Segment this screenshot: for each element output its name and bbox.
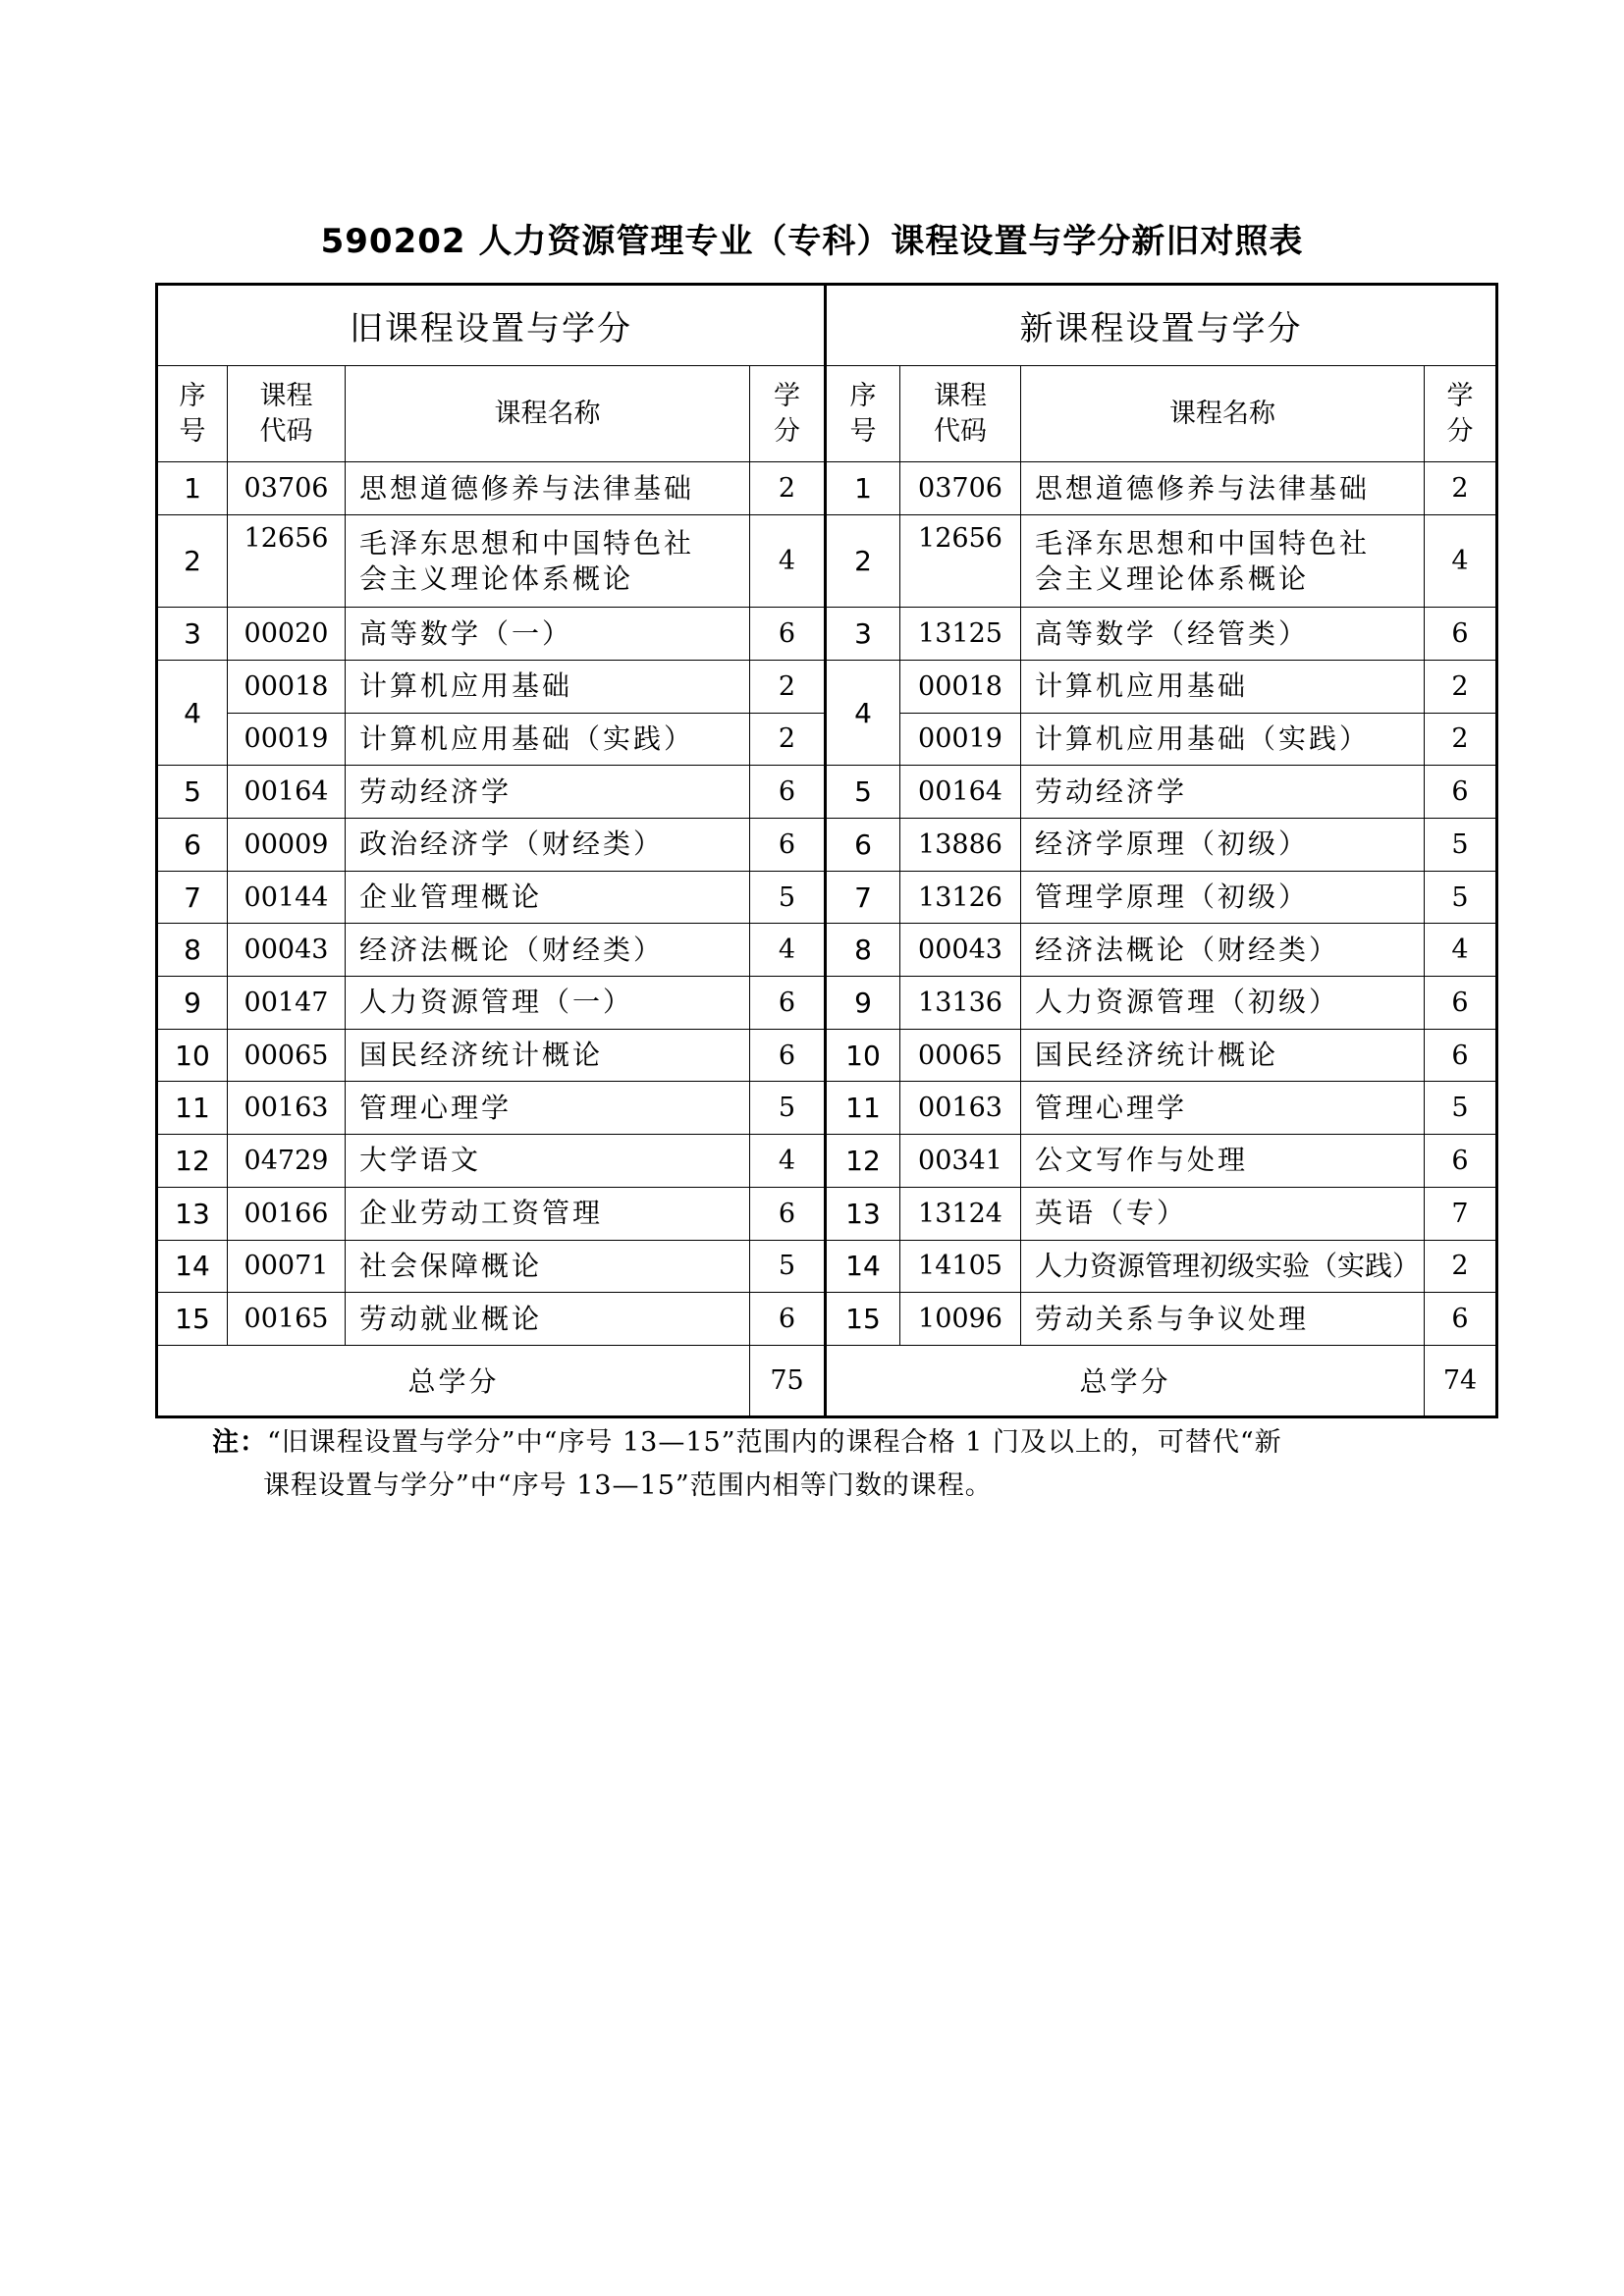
row-number: 7 bbox=[826, 871, 900, 924]
row-number: 6 bbox=[826, 819, 900, 872]
table-row bbox=[157, 1187, 1497, 1240]
row-number: 8 bbox=[826, 924, 900, 977]
new-course-code: 13886 bbox=[900, 819, 1021, 872]
old-course-name: 劳动就业概论 bbox=[346, 1293, 750, 1346]
new-course-name: 劳动关系与争议处理 bbox=[1021, 1293, 1425, 1346]
old-course-name: 人力资源管理（一） bbox=[346, 977, 750, 1030]
new-credit: 5 bbox=[1425, 819, 1497, 872]
old-course-code: 00043 bbox=[228, 924, 346, 977]
row-number: 14 bbox=[157, 1240, 228, 1293]
row-number: 13 bbox=[157, 1187, 228, 1240]
new-credit: 6 bbox=[1425, 608, 1497, 661]
row-number: 3 bbox=[826, 608, 900, 661]
new-course-code: 00065 bbox=[900, 1029, 1021, 1082]
row-number: 11 bbox=[826, 1082, 900, 1135]
new-course-code: 13126 bbox=[900, 871, 1021, 924]
table-row bbox=[157, 1293, 1497, 1346]
old-credit: 6 bbox=[750, 1293, 826, 1346]
old-course-name: 毛泽东思想和中国特色社 会主义理论体系概论 bbox=[346, 515, 750, 608]
new-course-code: 13125 bbox=[900, 608, 1021, 661]
old-course-code: 00019 bbox=[228, 713, 346, 766]
old-course-name: 高等数学（一） bbox=[346, 608, 750, 661]
old-course-code: 12656 bbox=[228, 515, 346, 608]
course-comparison-table bbox=[155, 283, 1498, 1418]
col-header-credit: 学 分 bbox=[1425, 366, 1497, 462]
old-course-code: 00018 bbox=[228, 660, 346, 713]
new-course-code: 00043 bbox=[900, 924, 1021, 977]
old-course-name: 劳动经济学 bbox=[346, 766, 750, 819]
new-course-name: 国民经济统计概论 bbox=[1021, 1029, 1425, 1082]
table-row bbox=[157, 924, 1497, 977]
old-credit: 5 bbox=[750, 871, 826, 924]
new-course-code: 12656 bbox=[900, 515, 1021, 608]
old-credit: 2 bbox=[750, 713, 826, 766]
col-header-credit: 学 分 bbox=[750, 366, 826, 462]
new-course-name: 劳动经济学 bbox=[1021, 766, 1425, 819]
old-course-name: 大学语文 bbox=[346, 1135, 750, 1188]
row-number: 12 bbox=[157, 1135, 228, 1188]
row-number: 9 bbox=[157, 977, 228, 1030]
new-course-code: 00019 bbox=[900, 713, 1021, 766]
row-number: 15 bbox=[157, 1293, 228, 1346]
old-course-name: 政治经济学（财经类） bbox=[346, 819, 750, 872]
note-line-1: “旧课程设置与学分”中“序号 13—15”范围内的课程合格 1 门及以上的，可替代“新 bbox=[267, 1427, 1282, 1458]
old-course-code: 00071 bbox=[228, 1240, 346, 1293]
new-credit: 5 bbox=[1425, 1082, 1497, 1135]
col-header-code: 课程 代码 bbox=[900, 366, 1021, 462]
old-credit: 6 bbox=[750, 1187, 826, 1240]
row-number: 6 bbox=[157, 819, 228, 872]
old-course-code: 00144 bbox=[228, 871, 346, 924]
old-credit: 5 bbox=[750, 1240, 826, 1293]
old-course-name: 企业管理概论 bbox=[346, 871, 750, 924]
old-credit: 6 bbox=[750, 766, 826, 819]
table-row bbox=[157, 608, 1497, 661]
new-credit: 7 bbox=[1425, 1187, 1497, 1240]
table-row bbox=[157, 1082, 1497, 1135]
row-number: 4 bbox=[826, 660, 900, 765]
new-credit: 2 bbox=[1425, 660, 1497, 713]
new-course-name: 人力资源管理（初级） bbox=[1021, 977, 1425, 1030]
old-course-name: 思想道德修养与法律基础 bbox=[346, 462, 750, 515]
col-header-name: 课程名称 bbox=[1021, 366, 1425, 462]
total-row bbox=[157, 1345, 1497, 1416]
new-course-name: 毛泽东思想和中国特色社 会主义理论体系概论 bbox=[1021, 515, 1425, 608]
row-number: 10 bbox=[157, 1029, 228, 1082]
old-course-name: 国民经济统计概论 bbox=[346, 1029, 750, 1082]
row-number: 5 bbox=[157, 766, 228, 819]
new-course-name: 高等数学（经管类） bbox=[1021, 608, 1425, 661]
new-course-code: 03706 bbox=[900, 462, 1021, 515]
table-row bbox=[157, 660, 1497, 713]
row-number: 3 bbox=[157, 608, 228, 661]
new-total-credits: 74 bbox=[1425, 1345, 1497, 1416]
old-credit: 4 bbox=[750, 515, 826, 608]
old-credit: 2 bbox=[750, 462, 826, 515]
row-number: 14 bbox=[826, 1240, 900, 1293]
row-number: 2 bbox=[826, 515, 900, 608]
new-course-name: 人力资源管理初级实验（实践） bbox=[1021, 1240, 1425, 1293]
new-total-label: 总学分 bbox=[826, 1345, 1425, 1416]
table-row bbox=[157, 977, 1497, 1030]
new-course-code: 00164 bbox=[900, 766, 1021, 819]
old-course-name: 企业劳动工资管理 bbox=[346, 1187, 750, 1240]
old-total-label: 总学分 bbox=[157, 1345, 750, 1416]
note-label: 注： bbox=[212, 1427, 267, 1458]
old-course-code: 00164 bbox=[228, 766, 346, 819]
old-course-code: 03706 bbox=[228, 462, 346, 515]
row-number: 8 bbox=[157, 924, 228, 977]
old-course-name: 计算机应用基础（实践） bbox=[346, 713, 750, 766]
new-course-name: 管理心理学 bbox=[1021, 1082, 1425, 1135]
row-number: 7 bbox=[157, 871, 228, 924]
table-row bbox=[157, 871, 1497, 924]
new-credit: 2 bbox=[1425, 1240, 1497, 1293]
new-course-name: 计算机应用基础 bbox=[1021, 660, 1425, 713]
old-credit: 5 bbox=[750, 1082, 826, 1135]
new-credit: 6 bbox=[1425, 1135, 1497, 1188]
new-course-code: 00018 bbox=[900, 660, 1021, 713]
old-course-name: 计算机应用基础 bbox=[346, 660, 750, 713]
old-section-header: 旧课程设置与学分 bbox=[157, 285, 826, 366]
col-header-no: 序 号 bbox=[826, 366, 900, 462]
old-course-name: 管理心理学 bbox=[346, 1082, 750, 1135]
new-credit: 4 bbox=[1425, 515, 1497, 608]
col-header-no: 序 号 bbox=[157, 366, 228, 462]
note-line-2: 课程设置与学分”中“序号 13—15”范围内相等门数的课程。 bbox=[263, 1470, 993, 1501]
row-number: 5 bbox=[826, 766, 900, 819]
new-course-name: 管理学原理（初级） bbox=[1021, 871, 1425, 924]
old-course-code: 00163 bbox=[228, 1082, 346, 1135]
new-course-code: 13136 bbox=[900, 977, 1021, 1030]
new-credit: 5 bbox=[1425, 871, 1497, 924]
old-course-code: 00165 bbox=[228, 1293, 346, 1346]
old-course-code: 00147 bbox=[228, 977, 346, 1030]
row-number: 11 bbox=[157, 1082, 228, 1135]
new-credit: 6 bbox=[1425, 766, 1497, 819]
row-number: 9 bbox=[826, 977, 900, 1030]
old-credit: 4 bbox=[750, 1135, 826, 1188]
old-course-code: 04729 bbox=[228, 1135, 346, 1188]
new-section-header: 新课程设置与学分 bbox=[826, 285, 1497, 366]
old-total-credits: 75 bbox=[750, 1345, 826, 1416]
col-header-name: 课程名称 bbox=[346, 366, 750, 462]
new-credit: 4 bbox=[1425, 924, 1497, 977]
new-course-code: 00341 bbox=[900, 1135, 1021, 1188]
new-course-code: 13124 bbox=[900, 1187, 1021, 1240]
footnote bbox=[212, 1421, 1459, 1508]
table-row bbox=[157, 1029, 1497, 1082]
old-credit: 6 bbox=[750, 1029, 826, 1082]
col-header-code: 课程 代码 bbox=[228, 366, 346, 462]
row-number: 2 bbox=[157, 515, 228, 608]
row-number: 12 bbox=[826, 1135, 900, 1188]
new-course-code: 00163 bbox=[900, 1082, 1021, 1135]
old-course-code: 00020 bbox=[228, 608, 346, 661]
row-number: 13 bbox=[826, 1187, 900, 1240]
new-credit: 2 bbox=[1425, 713, 1497, 766]
new-credit: 6 bbox=[1425, 977, 1497, 1030]
old-credit: 6 bbox=[750, 608, 826, 661]
new-credit: 6 bbox=[1425, 1029, 1497, 1082]
old-course-code: 00166 bbox=[228, 1187, 346, 1240]
table-row bbox=[157, 766, 1497, 819]
row-number: 1 bbox=[826, 462, 900, 515]
old-credit: 6 bbox=[750, 977, 826, 1030]
row-number: 10 bbox=[826, 1029, 900, 1082]
table-row bbox=[157, 819, 1497, 872]
old-course-name: 社会保障概论 bbox=[346, 1240, 750, 1293]
new-course-code: 14105 bbox=[900, 1240, 1021, 1293]
new-credit: 2 bbox=[1425, 462, 1497, 515]
table-row bbox=[157, 515, 1497, 608]
old-course-code: 00065 bbox=[228, 1029, 346, 1082]
new-credit: 6 bbox=[1425, 1293, 1497, 1346]
table-row bbox=[157, 1240, 1497, 1293]
new-course-name: 计算机应用基础（实践） bbox=[1021, 713, 1425, 766]
table-row bbox=[157, 1135, 1497, 1188]
row-number: 4 bbox=[157, 660, 228, 765]
new-course-name: 思想道德修养与法律基础 bbox=[1021, 462, 1425, 515]
row-number: 1 bbox=[157, 462, 228, 515]
new-course-code: 10096 bbox=[900, 1293, 1021, 1346]
document-title: 590202 人力资源管理专业（专科）课程设置与学分新旧对照表 bbox=[320, 222, 1304, 261]
old-credit: 2 bbox=[750, 660, 826, 713]
table-row bbox=[157, 462, 1497, 515]
old-course-code: 00009 bbox=[228, 819, 346, 872]
new-course-name: 经济法概论（财经类） bbox=[1021, 924, 1425, 977]
old-credit: 6 bbox=[750, 819, 826, 872]
row-number: 15 bbox=[826, 1293, 900, 1346]
new-course-name: 英语（专） bbox=[1021, 1187, 1425, 1240]
new-course-name: 经济学原理（初级） bbox=[1021, 819, 1425, 872]
new-course-name: 公文写作与处理 bbox=[1021, 1135, 1425, 1188]
old-course-name: 经济法概论（财经类） bbox=[346, 924, 750, 977]
old-credit: 4 bbox=[750, 924, 826, 977]
